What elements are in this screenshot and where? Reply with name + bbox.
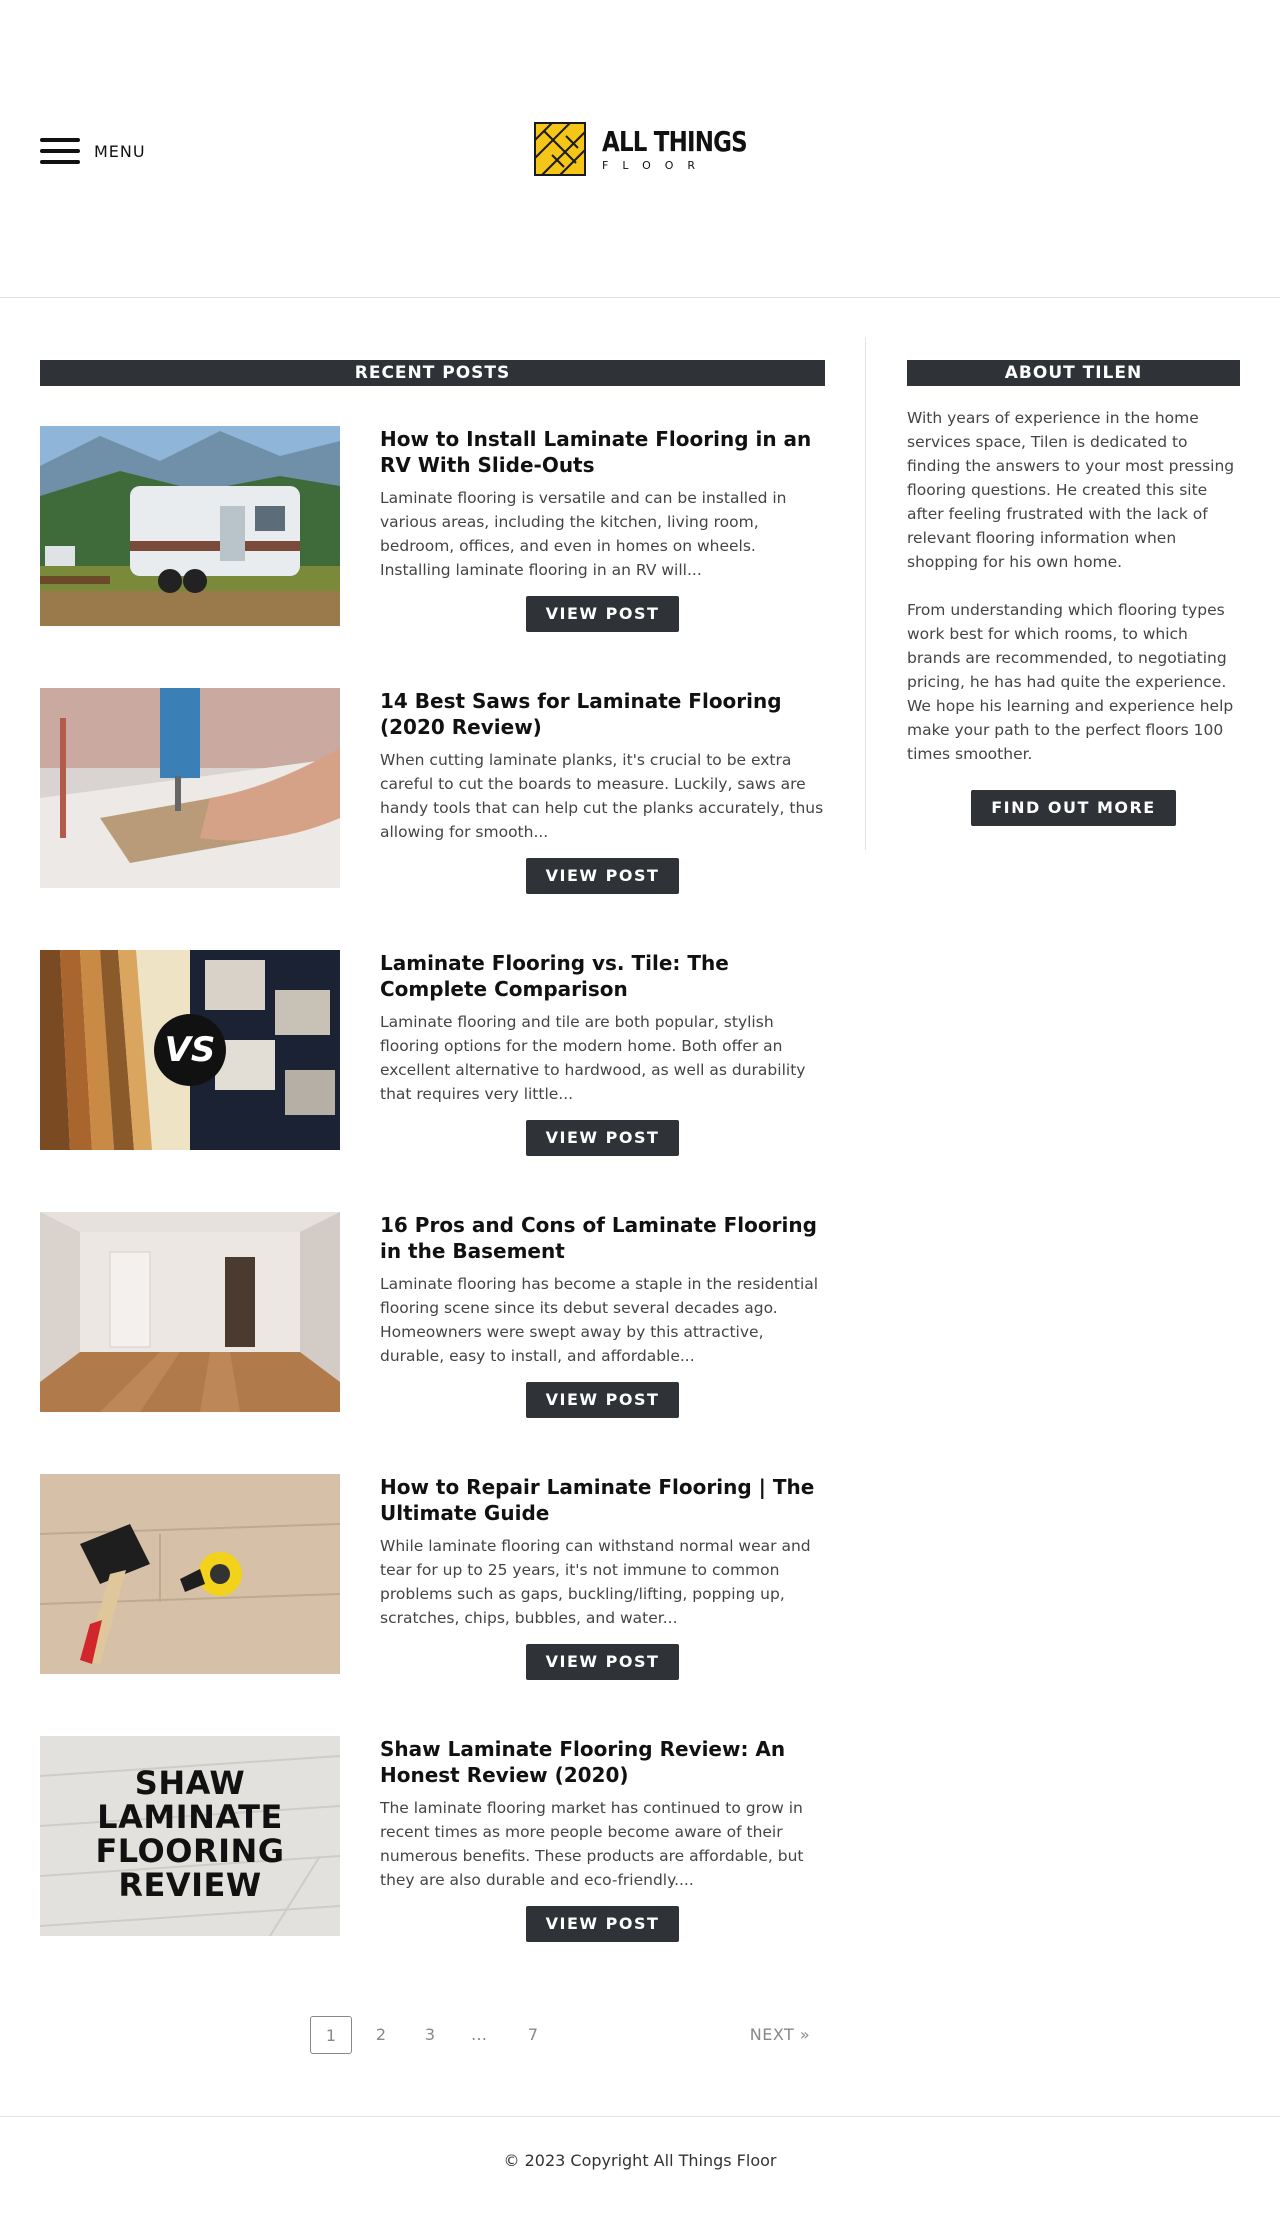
post-body <box>380 688 825 894</box>
post-card <box>40 1736 825 1936</box>
recent-posts-section <box>40 360 825 1933</box>
post-excerpt: Laminate flooring and tile are both popular, stylish flooring options for the modern home. Both offer an excellent alternative to hardwood, as well as durability that requires very little... <box>380 1013 806 1103</box>
post-card <box>40 688 825 888</box>
menu-toggle-button[interactable] <box>40 138 146 164</box>
logo-subtitle: FLOOR <box>602 158 710 172</box>
sidebar-divider <box>865 338 866 850</box>
about-heading: ABOUT TILEN <box>907 360 1240 386</box>
site-header <box>0 0 1280 298</box>
post-title[interactable]: Shaw Laminate Flooring Review: An Honest Review (2020) <box>380 1737 786 1787</box>
saw-image-icon <box>40 688 340 888</box>
shaw-line: LAMINATE <box>97 1798 283 1836</box>
next-page-link[interactable]: NEXT » <box>749 2025 811 2044</box>
post-body <box>380 426 825 632</box>
basement-image-icon <box>40 1212 340 1412</box>
vs-label: VS <box>164 1030 216 1070</box>
rv-image-icon <box>40 426 340 626</box>
post-excerpt: While laminate flooring can withstand normal wear and tear for up to 25 years, it's not immune to common problems such as gaps, buckling/lifting, popping up, scratches, chips, bubbles, and water... <box>380 1537 811 1627</box>
shaw-line: FLOORING <box>95 1832 285 1870</box>
shaw-image-text <box>40 1766 340 1902</box>
pagination <box>40 2016 825 2056</box>
find-out-more-button[interactable]: FIND OUT MORE <box>971 790 1175 826</box>
view-post-button[interactable]: VIEW POST <box>526 1906 680 1942</box>
site-footer <box>0 2116 1280 2226</box>
logo-text <box>602 124 779 172</box>
page-1-current[interactable]: 1 <box>310 2016 352 2054</box>
shaw-line: REVIEW <box>118 1866 262 1904</box>
post-title[interactable]: How to Repair Laminate Flooring | The Ultimate Guide <box>380 1475 815 1525</box>
post-title[interactable]: 14 Best Saws for Laminate Flooring (2020 Review) <box>380 689 782 739</box>
post-thumbnail-basement[interactable] <box>40 1212 340 1412</box>
post-thumbnail-vs[interactable] <box>40 950 340 1150</box>
copyright-text: © 2023 Copyright All Things Floor <box>503 2151 777 2170</box>
post-body <box>380 1212 825 1418</box>
post-excerpt: The laminate flooring market has continued to grow in recent times as more people become aware of their numerous benefits. These products are affordable, but they are also durable and eco-friendly.... <box>380 1799 804 1889</box>
post-excerpt: Laminate flooring is versatile and can be installed in various areas, including the kitchen, living room, bedroom, offices, and even in homes on wheels. Installing laminate flooring in an RV will... <box>380 489 787 579</box>
post-body <box>380 1736 825 1942</box>
page-2-link[interactable]: 2 <box>375 2025 387 2044</box>
post-excerpt: Laminate flooring has become a staple in the residential flooring scene since its debut several decades ago. Homeowners were swept away by this attractive, durable, easy to install, and affordable... <box>380 1275 819 1365</box>
page-7-link[interactable]: 7 <box>527 2025 539 2044</box>
menu-label[interactable]: MENU <box>94 141 146 161</box>
post-card <box>40 426 825 626</box>
post-thumbnail-shaw[interactable] <box>40 1736 340 1936</box>
post-card <box>40 1474 825 1674</box>
recent-posts-heading: RECENT POSTS <box>40 360 825 386</box>
view-post-button[interactable]: VIEW POST <box>526 1120 680 1156</box>
about-text <box>907 406 1240 766</box>
post-thumbnail-repair[interactable] <box>40 1474 340 1674</box>
post-card <box>40 950 825 1150</box>
about-paragraph: From understanding which flooring types work best for which rooms, to which brands are recommended, to negotiating pricing, he has had quite the experience. We hope his learning and experience help make your path to the perfect floors 100 times smoother. <box>907 601 1234 763</box>
view-post-button[interactable]: VIEW POST <box>526 858 680 894</box>
repair-image-icon <box>40 1474 340 1674</box>
logo-title: ALL THINGS <box>602 124 747 158</box>
post-excerpt: When cutting laminate planks, it's crucial to be extra careful to cut the boards to measure. Luckily, saws are handy tools that can help cut the planks accurately, thus allowing for smooth... <box>380 751 824 841</box>
page-ellipsis: … <box>471 2025 487 2044</box>
post-body <box>380 950 825 1156</box>
post-title[interactable]: 16 Pros and Cons of Laminate Flooring in the Basement <box>380 1213 817 1263</box>
page-3-link[interactable]: 3 <box>424 2025 436 2044</box>
post-body <box>380 1474 825 1680</box>
post-title[interactable]: How to Install Laminate Flooring in an RV With Slide-Outs <box>380 427 812 477</box>
logo-mark-icon <box>534 122 586 176</box>
site-logo[interactable] <box>534 122 779 176</box>
post-thumbnail-rv[interactable] <box>40 426 340 626</box>
post-thumbnail-saw[interactable] <box>40 688 340 888</box>
view-post-button[interactable]: VIEW POST <box>526 596 680 632</box>
view-post-button[interactable]: VIEW POST <box>526 1382 680 1418</box>
hamburger-icon[interactable] <box>40 138 80 164</box>
post-card <box>40 1212 825 1412</box>
post-title[interactable]: Laminate Flooring vs. Tile: The Complete Comparison <box>380 951 729 1001</box>
view-post-button[interactable]: VIEW POST <box>526 1644 680 1680</box>
about-sidebar <box>907 360 1240 826</box>
shaw-line: SHAW <box>134 1764 246 1802</box>
about-paragraph: With years of experience in the home services space, Tilen is dedicated to finding the answers to your most pressing flooring questions. He created this site after feeling frustrated with the lack of relevant flooring information when shopping for his own home. <box>907 409 1235 571</box>
